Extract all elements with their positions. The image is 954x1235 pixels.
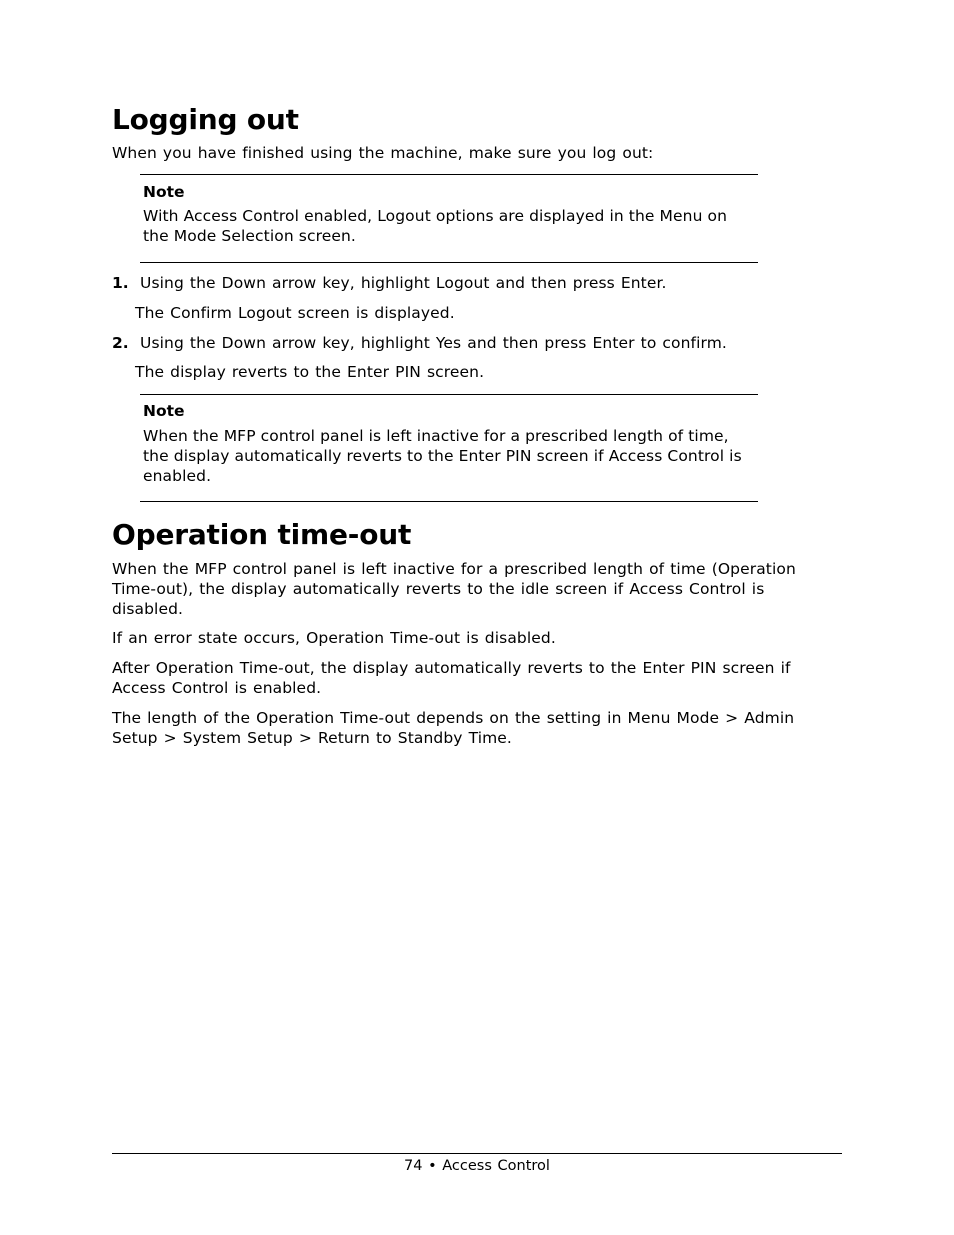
timeout-paragraph: If an error state occurs, Operation Time-out is disabled. xyxy=(112,629,556,647)
timeout-paragraph: After Operation Time-out, the display automatically reverts to the Enter PIN screen if Access Control is enabled. xyxy=(112,659,791,697)
step-result: The Confirm Logout screen is displayed. xyxy=(135,304,455,322)
step-text: Using the Down arrow key, highlight Yes and then press Enter to confirm. xyxy=(140,334,727,352)
note-title: Note xyxy=(143,183,185,201)
note-bottom-rule xyxy=(140,501,758,502)
heading-operation-timeout: Operation time-out xyxy=(112,518,412,551)
step-text: Using the Down arrow key, highlight Logout and then press Enter. xyxy=(140,274,667,292)
note-bottom-rule xyxy=(140,262,758,263)
note-text: When the MFP control panel is left inactive for a prescribed length of time, the display automatically reverts to the Enter PIN screen if Access Control is enabled. xyxy=(143,427,742,485)
step-result: The display reverts to the Enter PIN screen. xyxy=(135,363,485,381)
heading-logging-out: Logging out xyxy=(112,103,299,136)
page-footer: 74 • Access Control xyxy=(404,1158,550,1174)
note-title: Note xyxy=(143,402,185,420)
logging-out-intro: When you have finished using the machine, make sure you log out: xyxy=(112,144,654,162)
note-top-rule xyxy=(140,394,758,395)
note-text: With Access Control enabled, Logout options are displayed in the Menu on the Mode Selection screen. xyxy=(143,207,728,245)
timeout-paragraph: When the MFP control panel is left inactive for a prescribed length of time (Operation Time-out), the display automatically reverts to the idle screen if Access Control is disabled. xyxy=(112,560,796,618)
footer-rule xyxy=(112,1153,842,1154)
note-top-rule xyxy=(140,174,758,175)
step-number: 1. xyxy=(112,274,129,292)
timeout-paragraph: The length of the Operation Time-out depends on the setting in Menu Mode > Admin Setup > System Setup > Return to Standby Time. xyxy=(112,709,795,747)
step-number: 2. xyxy=(112,334,129,352)
